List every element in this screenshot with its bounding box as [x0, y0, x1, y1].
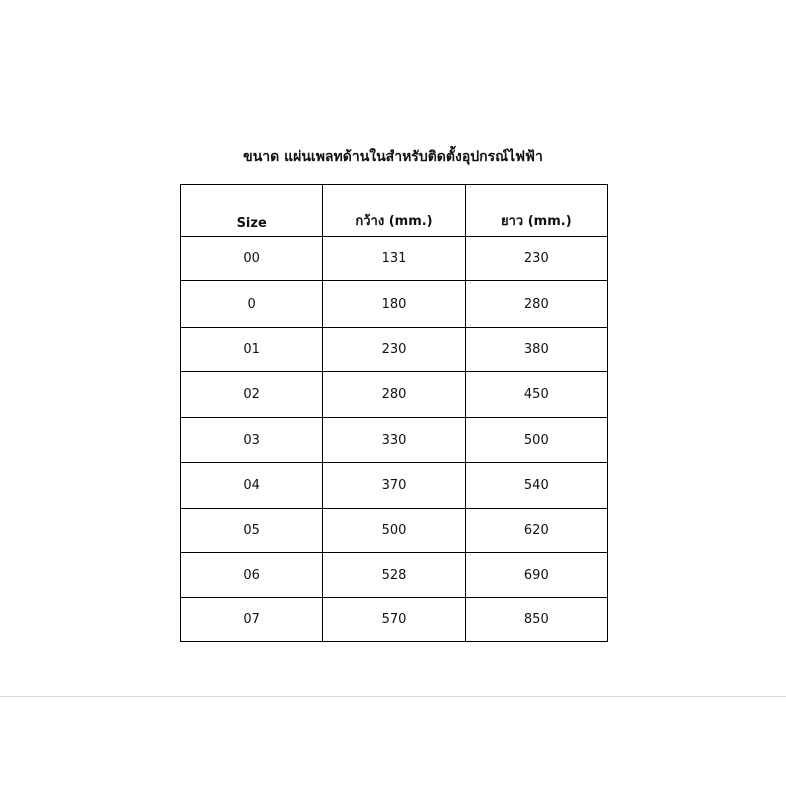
- cell-width: 330: [323, 418, 465, 463]
- table-row: [181, 237, 608, 281]
- table-row: [181, 281, 608, 328]
- cell-width: 180: [323, 281, 465, 328]
- table-header-row: [181, 185, 608, 237]
- document-title: ขนาด แผ่นเพลทด้านในสำหรับติดตั้งอุปกรณ์ไฟฟ้า: [243, 149, 543, 165]
- table-row: [181, 372, 608, 418]
- cell-size: 05: [181, 509, 323, 553]
- cell-length: 450: [465, 372, 607, 418]
- cell-width: 230: [323, 328, 465, 372]
- table-row: [181, 418, 608, 463]
- header-size: Size: [181, 185, 323, 237]
- cell-length: 230: [465, 237, 607, 281]
- cell-width: 570: [323, 598, 465, 642]
- cell-size: 07: [181, 598, 323, 642]
- cell-size: 00: [181, 237, 323, 281]
- cell-length: 500: [465, 418, 607, 463]
- cell-width: 280: [323, 372, 465, 418]
- cell-size: 0: [181, 281, 323, 328]
- cell-length: 540: [465, 463, 607, 509]
- cell-width: 131: [323, 237, 465, 281]
- cell-size: 06: [181, 553, 323, 598]
- header-length: ยาว (mm.): [465, 185, 607, 237]
- cell-width: 370: [323, 463, 465, 509]
- table-row: [181, 328, 608, 372]
- table-row: [181, 598, 608, 642]
- cell-size: 04: [181, 463, 323, 509]
- cell-length: 850: [465, 598, 607, 642]
- cell-size: 03: [181, 418, 323, 463]
- table-row: [181, 509, 608, 553]
- table-row: [181, 463, 608, 509]
- cell-width: 500: [323, 509, 465, 553]
- page-divider: [0, 696, 786, 697]
- size-table: [180, 184, 608, 642]
- cell-length: 690: [465, 553, 607, 598]
- cell-width: 528: [323, 553, 465, 598]
- cell-size: 01: [181, 328, 323, 372]
- cell-length: 620: [465, 509, 607, 553]
- header-width: กว้าง (mm.): [323, 185, 465, 237]
- table-row: [181, 553, 608, 598]
- cell-length: 280: [465, 281, 607, 328]
- cell-length: 380: [465, 328, 607, 372]
- cell-size: 02: [181, 372, 323, 418]
